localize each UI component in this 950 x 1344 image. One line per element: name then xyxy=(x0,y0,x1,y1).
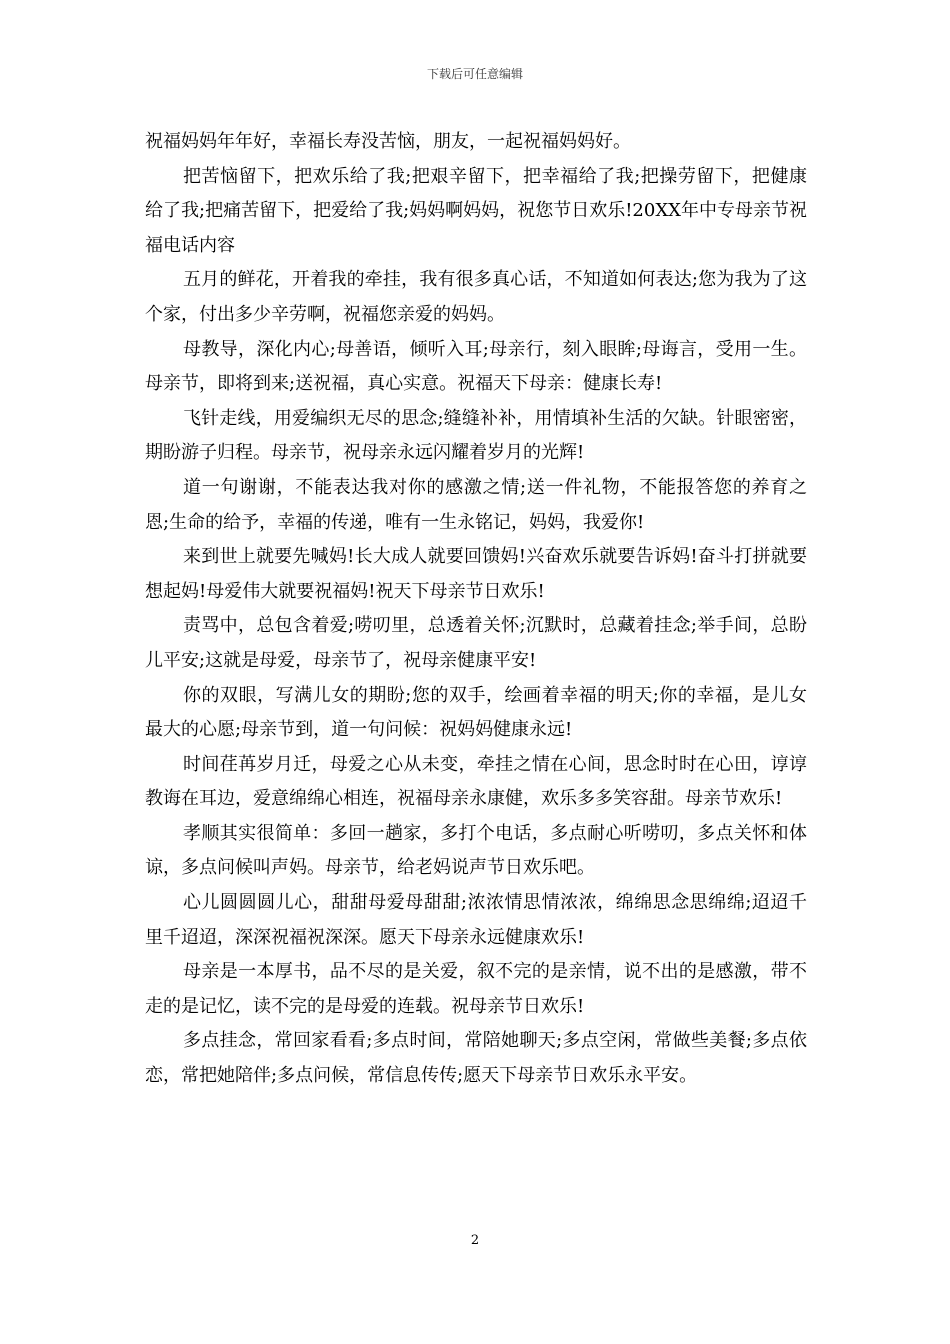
paragraph: 把苦恼留下，把欢乐给了我;把艰辛留下，把幸福给了我;把操劳留下，把健康给了我;把痛苦留下，把爱给了我;妈妈啊妈妈，祝您节日欢乐!20XX年中专母亲节祝福电话内容 xyxy=(145,165,807,256)
paragraph: 你的双眼，写满儿女的期盼;您的双手，绘画着幸福的明天;你的幸福，是儿女最大的心愿;母亲节到，道一句问候：祝妈妈健康永远! xyxy=(145,684,807,741)
paragraph: 五月的鲜花，开着我的牵挂，我有很多真心话，不知道如何表达;您为我为了这个家，付出多少辛劳啊，祝福您亲爱的妈妈。 xyxy=(145,269,807,325)
paragraph: 心儿圆圆圆儿心，甜甜母爱母甜甜;浓浓情思情浓浓，绵绵思念思绵绵;迢迢千里千迢迢，深深祝福祝深深。愿天下母亲永远健康欢乐! xyxy=(145,892,807,948)
paragraph: 孝顺其实很简单：多回一趟家，多打个电话，多点耐心听唠叨，多点关怀和体谅，多点问候叫声妈。母亲节，给老妈说声节日欢乐吧。 xyxy=(145,822,807,879)
paragraph: 多点挂念，常回家看看;多点时间，常陪她聊天;多点空闲，常做些美餐;多点依恋，常把她陪伴;多点问候，常信息传传;愿天下母亲节日欢乐永平安。 xyxy=(145,1030,807,1087)
paragraph: 时间荏苒岁月迁，母爱之心从未变，牵挂之情在心间，思念时时在心田，谆谆教诲在耳边，爱意绵绵心相连，祝福母亲永康健，欢乐多多笑容甜。母亲节欢乐! xyxy=(145,753,807,810)
paragraph: 飞针走线，用爱编织无尽的思念;缝缝补补，用情填补生活的欠缺。针眼密密，期盼游子归程。母亲节，祝母亲永远闪耀着岁月的光辉! xyxy=(145,407,807,464)
paragraph: 母教导，深化内心;母善语，倾听入耳;母亲行，刻入眼眸;母诲言，受用一生。母亲节，即将到来;送祝福，真心实意。祝福天下母亲：健康长寿! xyxy=(145,338,807,395)
paragraph: 祝福妈妈年年好，幸福长寿没苦恼，朋友，一起祝福妈妈好。 xyxy=(145,131,631,152)
paragraph: 母亲是一本厚书，品不尽的是关爱，叙不完的是亲情，说不出的是感激，带不走的是记忆，读不完的是母爱的连载。祝母亲节日欢乐! xyxy=(145,961,807,1017)
document-body xyxy=(145,125,807,1094)
paragraph: 道一句谢谢，不能表达我对你的感激之情;送一件礼物，不能报答您的养育之恩;生命的给予，幸福的传递，唯有一生永铭记，妈妈，我爱你! xyxy=(145,476,807,533)
page-header: 下载后可任意编辑 xyxy=(426,67,523,81)
paragraph: 责骂中，总包含着爱;唠叨里，总透着关怀;沉默时，总藏着挂念;举手间，总盼儿平安;这就是母爱，母亲节了，祝母亲健康平安! xyxy=(145,615,807,671)
paragraph: 来到世上就要先喊妈!长大成人就要回馈妈!兴奋欢乐就要告诉妈!奋斗打拼就要想起妈!母爱伟大就要祝福妈!祝天下母亲节日欢乐! xyxy=(145,546,807,602)
page-number: 2 xyxy=(470,1233,480,1248)
